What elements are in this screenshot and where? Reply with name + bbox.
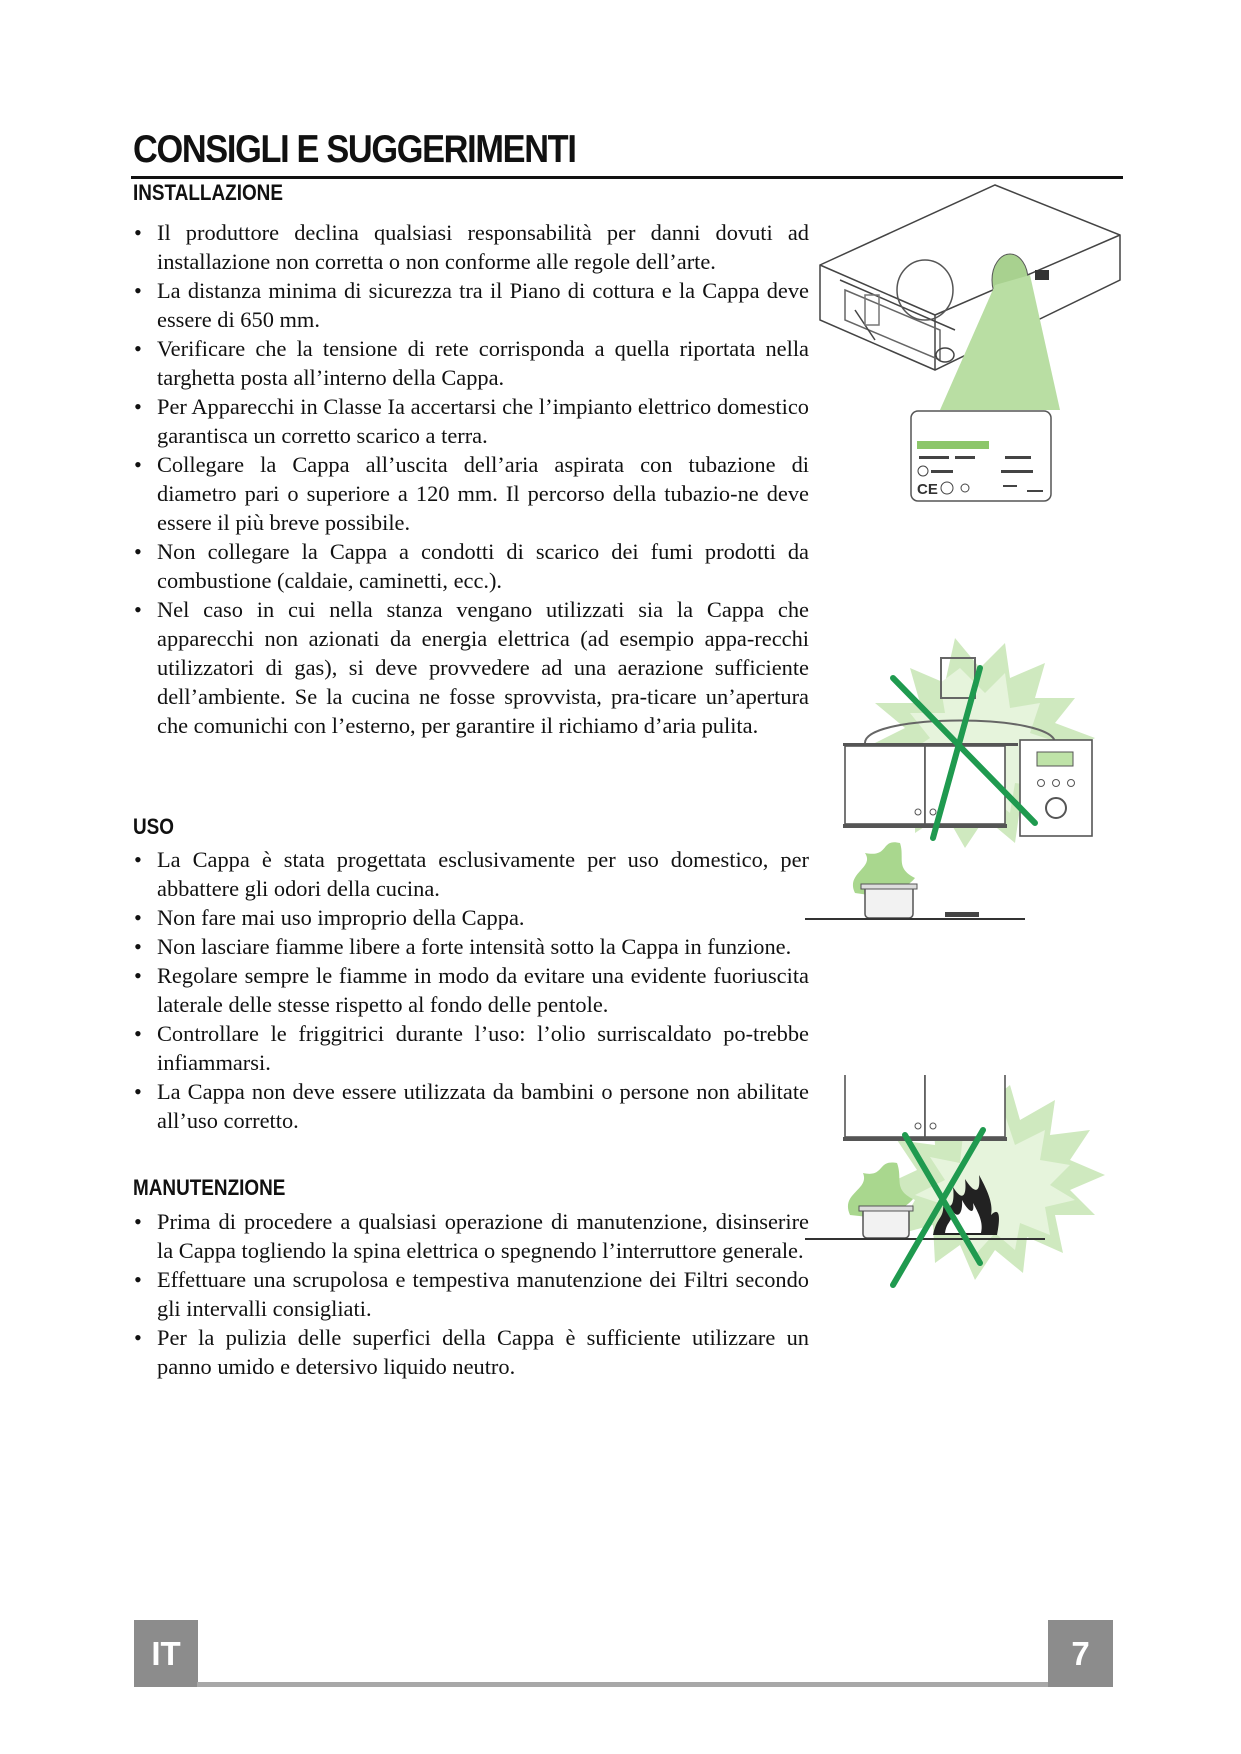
footer-page-number: 7	[1048, 1620, 1113, 1687]
svg-text:CE: CE	[917, 481, 938, 498]
uso-list	[133, 845, 809, 1135]
list-item: • Non collegare la Cappa a condotti di scarico dei fumi prodotti da combustione (caldaie, caminetti, ecc.).	[133, 537, 809, 595]
installazione-list	[133, 218, 809, 740]
list-item: • La distanza minima di sicurezza tra il Piano di cottura e la Cappa deve essere di 650 mm.	[133, 276, 809, 334]
list-item: • Controllare le friggitrici durante l’uso: l’olio surriscaldato po-trebbe infiammarsi.	[133, 1019, 809, 1077]
page-title: CONSIGLI E SUGGERIMENTI	[133, 128, 576, 171]
footer-language-tab: IT	[134, 1620, 198, 1687]
manutenzione-list	[133, 1207, 809, 1381]
hood-rating-plate-illustration	[815, 180, 1125, 520]
section-heading-uso: USO	[133, 814, 175, 839]
section-heading-manutenzione: MANUTENZIONE	[133, 1175, 286, 1200]
list-item: • Per la pulizia delle superfici della Cappa è sufficiente utilizzare un panno umido e detersivo liquido neutro.	[133, 1323, 809, 1381]
list-item: • Verificare che la tensione di rete corrisponda a quella riportata nella targhetta posta all’interno della Cappa.	[133, 334, 809, 392]
list-item: • Nel caso in cui nella stanza vengano utilizzati sia la Cappa che apparecchi non azionati da energia elettrica (ad esempio appa-recchi utilizzatori di gas), si deve provvedere ad una aerazione sufficiente dell’ambiente. Se la cucina ne fosse sprovvista, pra-ticare un’apertura che comunichi con l’esterno, per garantire il richiamo d’aria pulita.	[133, 595, 809, 740]
list-item: • Il produttore declina qualsiasi responsabilità per danni dovuti ad installazione non corretta o non conforme alle regole dell’arte.	[133, 218, 809, 276]
hood-flame-warning-illustration	[805, 1075, 1125, 1295]
list-item: • La Cappa è stata progettata esclusivamente per uso domestico, per abbattere gli odori della cucina.	[133, 845, 809, 903]
list-item: • Prima di procedere a qualsiasi operazione di manutenzione, disinserire la Cappa togliendo la spina elettrica o spegnendo l’interruttore generale.	[133, 1207, 809, 1265]
footer-rule	[197, 1682, 1050, 1687]
list-item: • Non fare mai uso improprio della Cappa.	[133, 903, 809, 932]
list-item: • La Cappa non deve essere utilizzata da bambini o persone non abilitate all’uso corretto.	[133, 1077, 809, 1135]
title-divider	[131, 176, 1123, 179]
list-item: • Per Apparecchi in Classe Ia accertarsi che l’impianto elettrico domestico garantisca un corretto scarico a terra.	[133, 392, 809, 450]
list-item: • Collegare la Cappa all’uscita dell’aria aspirata con tubazione di diametro pari o superiore a 120 mm. Il percorso della tubazio-ne deve essere il più breve possibile.	[133, 450, 809, 537]
hood-ventilation-warning-illustration	[805, 628, 1125, 923]
list-item: • Regolare sempre le fiamme in modo da evitare una evidente fuoriuscita laterale delle stesse rispetto al fondo delle pentole.	[133, 961, 809, 1019]
list-item: • Non lasciare fiamme libere a forte intensità sotto la Cappa in funzione.	[133, 932, 809, 961]
list-item: • Effettuare una scrupolosa e tempestiva manutenzione dei Filtri secondo gli intervalli consigliati.	[133, 1265, 809, 1323]
section-heading-installazione: INSTALLAZIONE	[133, 180, 283, 205]
